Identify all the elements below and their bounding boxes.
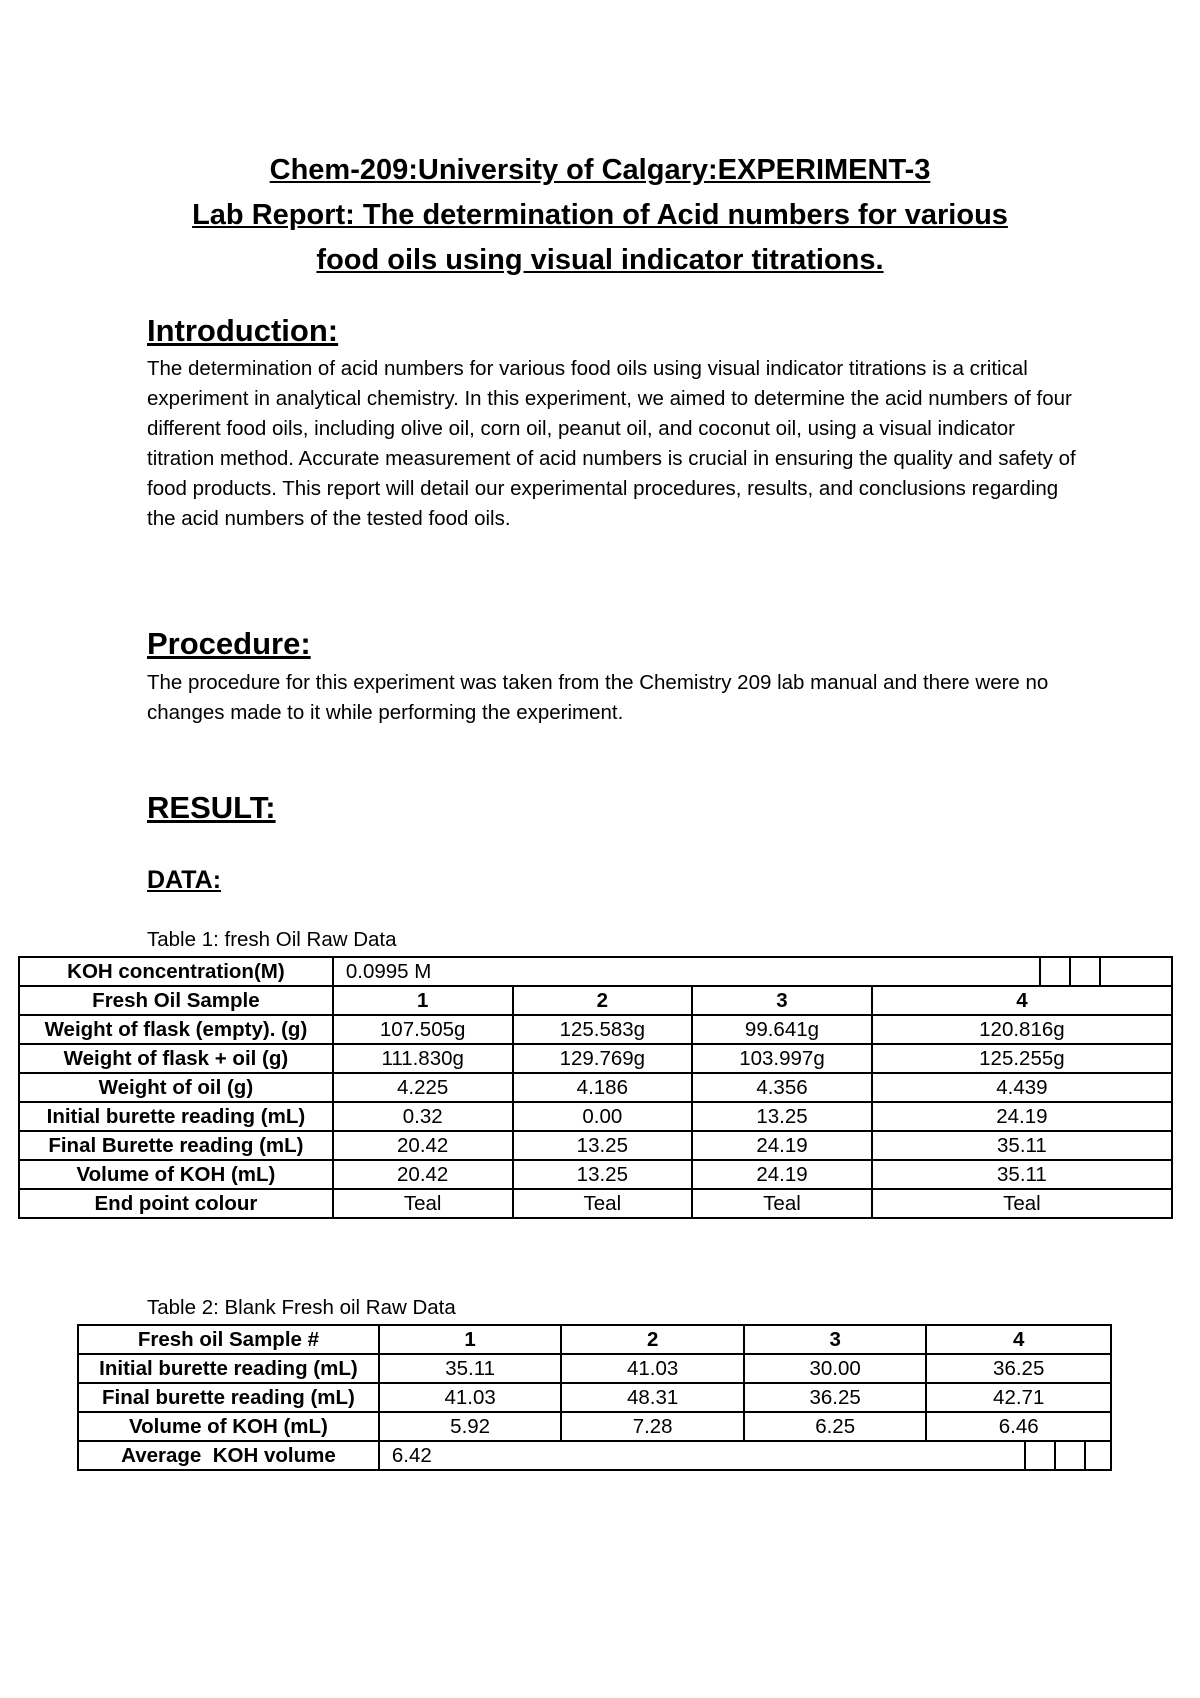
average-koh-volume-value: 6.42 (391, 1444, 432, 1467)
table-row (19, 1102, 1172, 1131)
cell: 20.42 (333, 1131, 513, 1160)
cell: 6.46 (926, 1412, 1111, 1441)
koh-concentration-label: KOH concentration(M) (19, 957, 333, 986)
table-row (19, 1073, 1172, 1102)
cell: 13.25 (513, 1131, 693, 1160)
table1-header-sample-2: 2 (513, 986, 693, 1015)
data-heading: DATA: (147, 866, 222, 894)
result-heading: RESULT: (147, 790, 276, 825)
cell: 24.19 (872, 1102, 1172, 1131)
table2-header-label: Fresh oil Sample # (78, 1325, 379, 1354)
table2-header-sample-3: 3 (744, 1325, 927, 1354)
cell: 107.505g (333, 1015, 513, 1044)
row-label: End point colour (19, 1189, 333, 1218)
cell: 4.356 (692, 1073, 872, 1102)
table1-header-sample-3: 3 (692, 986, 872, 1015)
cell: 6.25 (744, 1412, 927, 1441)
cell: 41.03 (561, 1354, 744, 1383)
table-row (19, 1160, 1172, 1189)
average-koh-volume-label: Average KOH volume (78, 1441, 379, 1470)
cell: 103.997g (692, 1044, 872, 1073)
cell: 36.25 (744, 1383, 927, 1412)
cell: 4.439 (872, 1073, 1172, 1102)
cell: 120.816g (872, 1015, 1172, 1044)
table-row (19, 1044, 1172, 1073)
table1-fresh-oil-raw-data (18, 956, 1173, 1219)
cell: 5.92 (379, 1412, 562, 1441)
table1-header-row (19, 986, 1172, 1015)
cell: 129.769g (513, 1044, 693, 1073)
row-label: Final burette reading (mL) (78, 1383, 379, 1412)
table2-average-row (78, 1441, 1111, 1470)
table-row (78, 1412, 1111, 1441)
cell: 13.25 (513, 1160, 693, 1189)
cell: 125.583g (513, 1015, 693, 1044)
introduction-heading: Introduction: (147, 313, 339, 348)
cell: Teal (513, 1189, 693, 1218)
table-row (19, 1015, 1172, 1044)
row-label: Initial burette reading (mL) (78, 1354, 379, 1383)
table1-header-sample-4: 4 (872, 986, 1172, 1015)
table2-caption: Table 2: Blank Fresh oil Raw Data (147, 1296, 456, 1319)
cell: 4.225 (333, 1073, 513, 1102)
row-label: Weight of oil (g) (19, 1073, 333, 1102)
table1-header-sample-1: 1 (333, 986, 513, 1015)
empty-cell-dividers (1024, 1442, 1110, 1469)
cell: 99.641g (692, 1015, 872, 1044)
cell: 35.11 (872, 1160, 1172, 1189)
table2-blank-fresh-oil-raw-data (77, 1324, 1112, 1471)
table-row (78, 1383, 1111, 1412)
table2-header-sample-1: 1 (379, 1325, 562, 1354)
table2-header-sample-2: 2 (561, 1325, 744, 1354)
table-row (78, 1354, 1111, 1383)
cell: 125.255g (872, 1044, 1172, 1073)
koh-concentration-value: 0.0995 M (345, 960, 432, 983)
cell: 111.830g (333, 1044, 513, 1073)
table-row (19, 1189, 1172, 1218)
report-title-line-3: food oils using visual indicator titrations. (316, 244, 884, 276)
row-label: Initial burette reading (mL) (19, 1102, 333, 1131)
cell: 13.25 (692, 1102, 872, 1131)
introduction-text: The determination of acid numbers for various food oils using visual indicator titrations is a critical experiment in analytical chemistry. In this experiment, we aimed to determine the acid numbers of four different food oils, including olive oil, corn oil, peanut oil, and coconut oil, using a visual indicator titration method. Accurate measurement of acid numbers is crucial in ensuring the quality and safety of food products. This report will detail our experimental procedures, results, and conclusions regarding the acid numbers of the tested food oils. (147, 357, 1076, 530)
cell: Teal (692, 1189, 872, 1218)
table2-header-row (78, 1325, 1111, 1354)
table2-header-sample-4: 4 (926, 1325, 1111, 1354)
report-title-line-2: Lab Report: The determination of Acid numbers for various (192, 199, 1008, 231)
cell: 41.03 (379, 1383, 562, 1412)
average-koh-volume-cell (379, 1441, 1111, 1470)
empty-cell-dividers (1039, 958, 1171, 985)
cell: 24.19 (692, 1131, 872, 1160)
cell: 7.28 (561, 1412, 744, 1441)
cell: 20.42 (333, 1160, 513, 1189)
cell: 42.71 (926, 1383, 1111, 1412)
cell: Teal (333, 1189, 513, 1218)
report-title-line-1: Chem-209:University of Calgary:EXPERIMENT-3 (269, 154, 931, 186)
procedure-text: The procedure for this experiment was taken from the Chemistry 209 lab manual and there were no changes made to it while performing the experiment. (147, 671, 1049, 724)
cell: 24.19 (692, 1160, 872, 1189)
row-label: Volume of KOH (mL) (19, 1160, 333, 1189)
row-label: Final Burette reading (mL) (19, 1131, 333, 1160)
koh-concentration-cell (333, 957, 1172, 986)
cell: 35.11 (872, 1131, 1172, 1160)
cell: 0.00 (513, 1102, 693, 1131)
table-row (19, 1131, 1172, 1160)
table1-caption: Table 1: fresh Oil Raw Data (147, 928, 397, 951)
cell: 4.186 (513, 1073, 693, 1102)
cell: Teal (872, 1189, 1172, 1218)
cell: 35.11 (379, 1354, 562, 1383)
cell: 30.00 (744, 1354, 927, 1383)
row-label: Weight of flask + oil (g) (19, 1044, 333, 1073)
cell: 48.31 (561, 1383, 744, 1412)
row-label: Weight of flask (empty). (g) (19, 1015, 333, 1044)
table1-koh-row (19, 957, 1172, 986)
cell: 0.32 (333, 1102, 513, 1131)
table1-header-label: Fresh Oil Sample (19, 986, 333, 1015)
procedure-heading: Procedure: (147, 626, 311, 661)
cell: 36.25 (926, 1354, 1111, 1383)
row-label: Volume of KOH (mL) (78, 1412, 379, 1441)
